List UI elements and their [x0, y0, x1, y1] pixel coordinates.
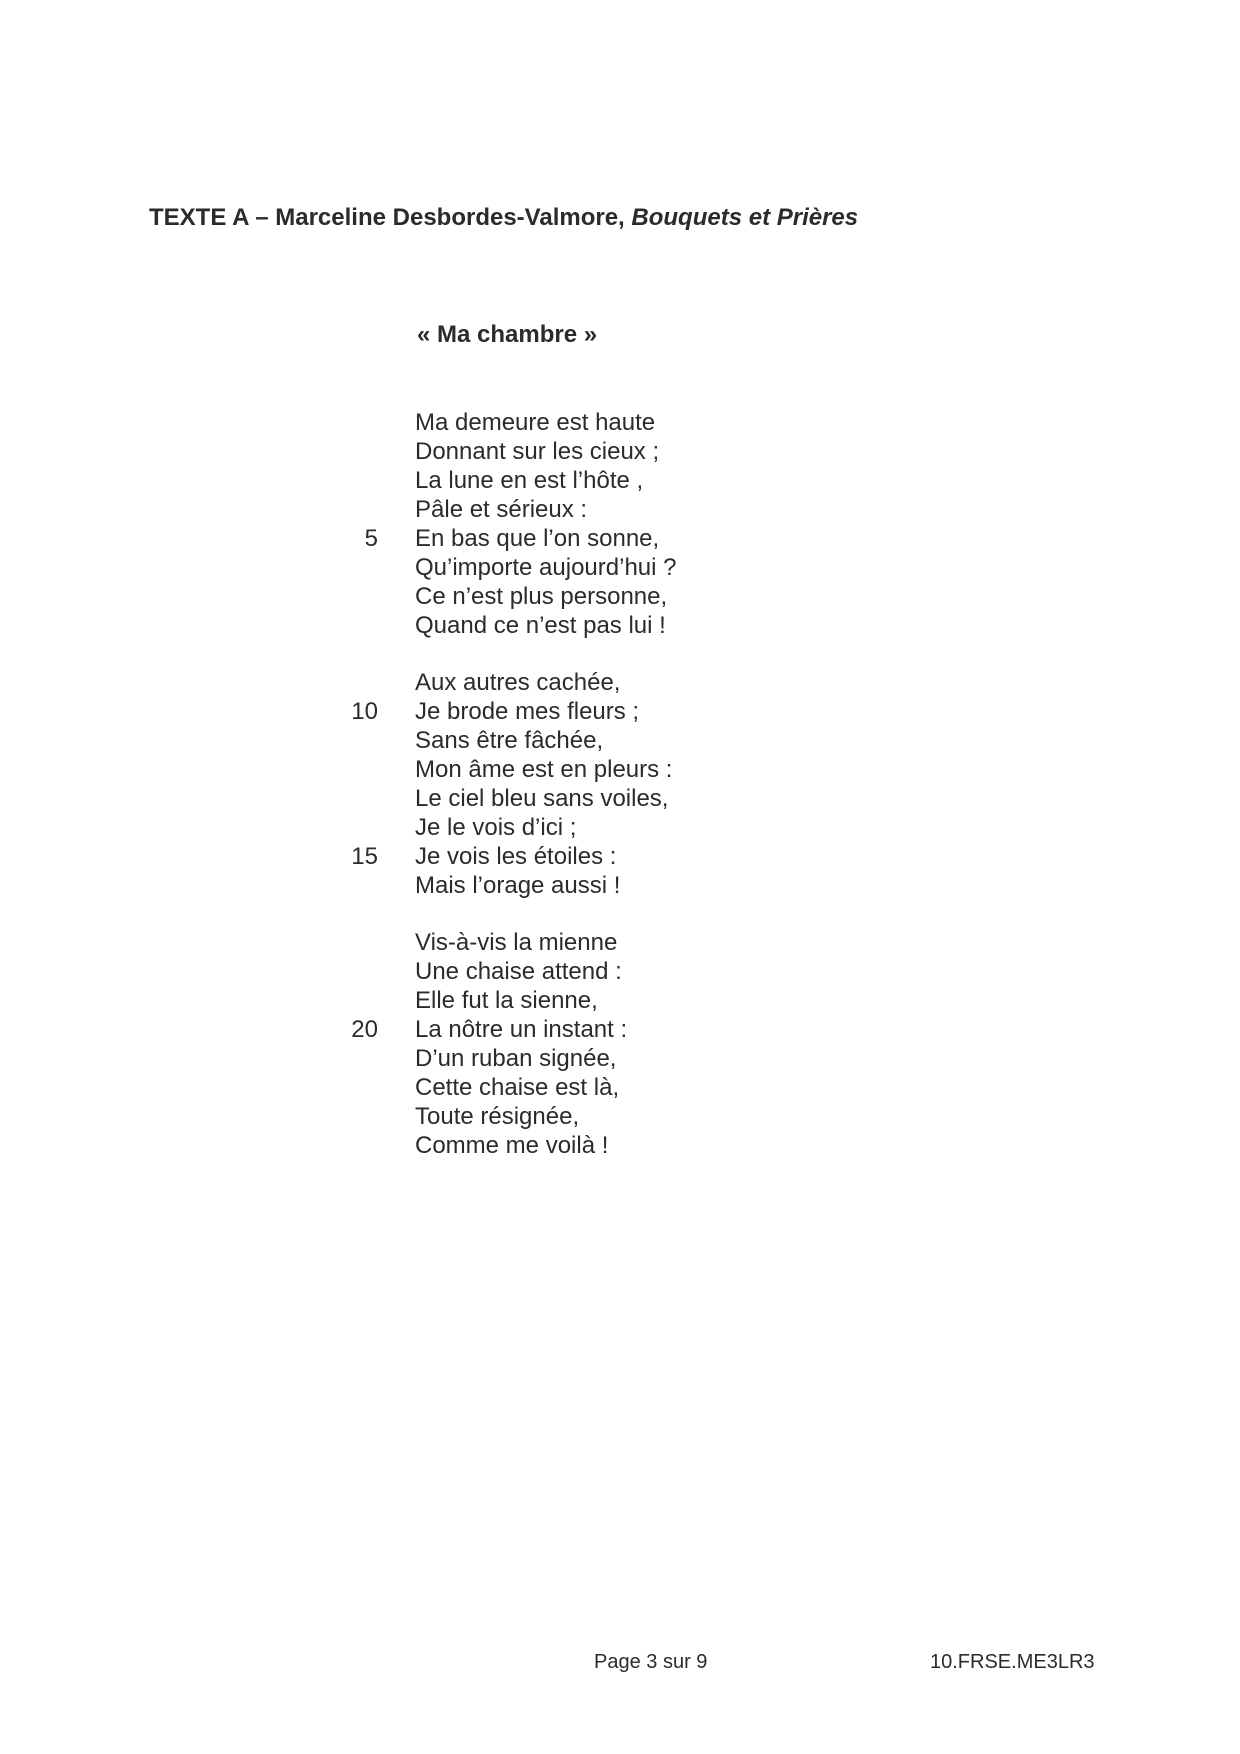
verse-line	[330, 1102, 850, 1131]
line-number: 20	[351, 1016, 378, 1043]
stanza	[330, 408, 850, 640]
verse-text: Aux autres cachée,	[415, 669, 621, 696]
verse-text: Je le vois d’ici ;	[415, 814, 577, 841]
text-heading	[149, 203, 858, 233]
verse-line	[330, 668, 850, 697]
verse-line	[330, 784, 850, 813]
verse-text: Vis-à-vis la mienne	[415, 929, 618, 956]
line-number: 10	[351, 698, 378, 725]
document-code: 10.FRSE.ME3LR3	[930, 1651, 1095, 1673]
verse-line	[330, 1044, 850, 1073]
line-number: 5	[364, 525, 378, 552]
verse-text: Donnant sur les cieux ;	[415, 438, 660, 465]
verse-line	[330, 1015, 850, 1044]
verse-line	[330, 755, 850, 784]
verse-line	[330, 495, 850, 524]
verse-line	[330, 813, 850, 842]
heading-work-title: Bouquets et Prières	[631, 204, 859, 231]
verse-text: Une chaise attend :	[415, 958, 622, 985]
verse-text: Mais l’orage aussi !	[415, 872, 621, 899]
verse-line	[330, 928, 850, 957]
verse-text: La lune en est l’hôte ,	[415, 467, 644, 494]
verse-line	[330, 466, 850, 495]
verse-line	[330, 611, 850, 640]
verse-line	[330, 842, 850, 871]
poem-body	[330, 408, 850, 1188]
verse-line	[330, 726, 850, 755]
verse-text: La nôtre un instant :	[415, 1016, 628, 1043]
verse-text: Quand ce n’est pas lui !	[415, 612, 666, 639]
verse-text: Comme me voilà !	[415, 1132, 609, 1159]
verse-line	[330, 1131, 850, 1160]
verse-line	[330, 957, 850, 986]
verse-text: Elle fut la sienne,	[415, 987, 598, 1014]
verse-text: Cette chaise est là,	[415, 1074, 620, 1101]
heading-author: TEXTE A – Marceline Desbordes-Valmore,	[149, 204, 632, 231]
verse-text: Toute résignée,	[415, 1103, 580, 1130]
verse-line	[330, 871, 850, 900]
verse-text: Je brode mes fleurs ;	[415, 698, 640, 725]
verse-text: Ma demeure est haute	[415, 409, 656, 436]
stanza	[330, 928, 850, 1160]
line-number: 15	[351, 843, 378, 870]
verse-text: Pâle et sérieux :	[415, 496, 588, 523]
verse-text: Je vois les étoiles :	[415, 843, 617, 870]
verse-line	[330, 524, 850, 553]
verse-text: D’un ruban signée,	[415, 1045, 617, 1072]
stanza	[330, 668, 850, 900]
verse-text: Mon âme est en pleurs :	[415, 756, 673, 783]
verse-text: Qu’importe aujourd’hui ?	[415, 554, 677, 581]
verse-line	[330, 553, 850, 582]
verse-line	[330, 697, 850, 726]
verse-line	[330, 437, 850, 466]
verse-text: Le ciel bleu sans voiles,	[415, 785, 669, 812]
verse-line	[330, 986, 850, 1015]
verse-line	[330, 582, 850, 611]
verse-text: Ce n’est plus personne,	[415, 583, 668, 610]
verse-line	[330, 408, 850, 437]
verse-line	[330, 1073, 850, 1102]
verse-text: En bas que l’on sonne,	[415, 525, 660, 552]
verse-text: Sans être fâchée,	[415, 727, 604, 754]
poem-title: « Ma chambre »	[417, 321, 598, 348]
page-number: Page 3 sur 9	[594, 1651, 708, 1673]
